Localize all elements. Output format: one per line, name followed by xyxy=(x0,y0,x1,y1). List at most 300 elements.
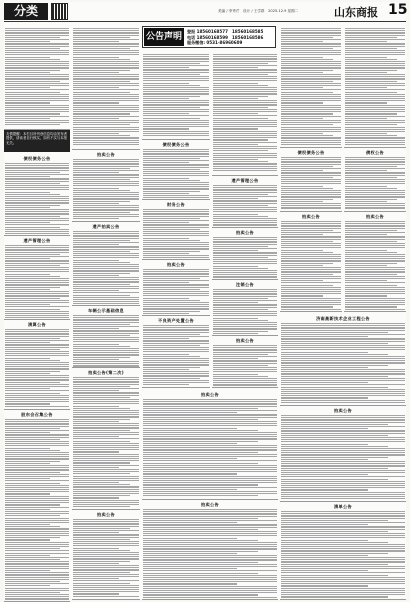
text-line xyxy=(73,493,139,494)
text-line xyxy=(73,408,130,409)
page-number: 15 xyxy=(388,2,408,18)
text-line xyxy=(281,367,368,368)
text-line xyxy=(345,196,405,197)
text-line xyxy=(213,255,277,256)
text-line xyxy=(73,111,139,112)
text-line xyxy=(5,535,69,536)
text-line xyxy=(5,280,69,281)
text-line xyxy=(73,414,139,415)
text-line xyxy=(213,102,277,103)
notice xyxy=(212,176,278,228)
text-line xyxy=(281,41,323,42)
text-line xyxy=(5,39,69,40)
text-line xyxy=(73,207,139,208)
text-line xyxy=(281,338,405,339)
text-line xyxy=(213,376,268,377)
text-line xyxy=(213,257,268,258)
text-line xyxy=(281,274,333,275)
text-line xyxy=(281,371,405,372)
notice-title: 清算公告 xyxy=(28,322,46,327)
text-line xyxy=(5,563,69,564)
text-line xyxy=(213,252,277,253)
text-line xyxy=(143,369,189,370)
text-line xyxy=(73,495,130,496)
text-line xyxy=(5,537,60,538)
text-line xyxy=(281,94,341,95)
notice-title: 拍卖公告 xyxy=(334,408,352,413)
text-line xyxy=(281,32,341,33)
text-line xyxy=(281,345,405,346)
text-line xyxy=(5,500,69,501)
text-line xyxy=(143,458,237,459)
notice-title: 拍卖公告 xyxy=(97,152,115,157)
text-line xyxy=(5,362,69,363)
text-line xyxy=(143,109,209,110)
text-line xyxy=(213,194,268,195)
text-line xyxy=(281,72,323,73)
text-line xyxy=(73,192,139,193)
text-line xyxy=(281,243,341,244)
text-line xyxy=(143,581,277,582)
text-line xyxy=(5,487,69,488)
text-line xyxy=(143,327,209,328)
text-line xyxy=(281,109,341,110)
text-line xyxy=(5,278,69,279)
text-line xyxy=(5,368,69,369)
text-line xyxy=(73,268,139,269)
text-line xyxy=(213,347,277,348)
text-line xyxy=(5,83,69,84)
masthead xyxy=(4,2,406,22)
text-line xyxy=(5,50,69,51)
text-line xyxy=(143,209,209,210)
text-line xyxy=(213,142,277,143)
text-line xyxy=(213,85,268,86)
text-line xyxy=(281,271,341,272)
text-line xyxy=(281,137,341,138)
text-line xyxy=(143,419,258,420)
text-line xyxy=(281,199,333,200)
text-line xyxy=(5,491,69,492)
text-line xyxy=(5,542,69,543)
text-line xyxy=(73,449,139,450)
notice xyxy=(4,236,70,320)
text-line xyxy=(143,557,277,558)
text-line xyxy=(281,120,341,121)
text-line xyxy=(143,562,258,563)
text-line xyxy=(73,137,139,138)
notice-title: 注销公告 xyxy=(236,282,254,287)
text-line xyxy=(5,118,50,119)
text-line xyxy=(5,198,69,199)
text-line xyxy=(73,81,130,82)
text-line xyxy=(213,276,277,277)
text-line xyxy=(281,389,405,390)
text-line xyxy=(73,596,139,597)
text-line xyxy=(345,37,397,38)
text-line xyxy=(213,83,258,84)
text-line xyxy=(143,149,209,150)
text-line xyxy=(73,286,139,287)
text-line xyxy=(73,583,130,584)
text-line xyxy=(345,52,405,53)
text-line xyxy=(213,196,277,197)
text-line xyxy=(5,249,69,250)
text-line xyxy=(5,401,69,402)
text-line xyxy=(73,172,119,173)
text-line xyxy=(5,231,69,232)
text-line xyxy=(345,309,405,310)
text-line xyxy=(143,253,189,254)
text-line xyxy=(5,94,69,95)
text-line xyxy=(143,340,209,341)
text-line xyxy=(345,85,405,86)
text-line xyxy=(5,216,60,217)
text-line xyxy=(73,381,139,382)
text-line xyxy=(281,247,341,248)
text-line xyxy=(213,63,268,64)
text-line xyxy=(73,478,139,479)
text-line xyxy=(5,293,69,294)
text-line xyxy=(73,526,139,527)
text-line xyxy=(281,452,405,453)
text-line xyxy=(73,591,139,592)
text-line xyxy=(5,111,69,112)
text-line xyxy=(345,250,387,251)
text-line xyxy=(73,443,139,444)
text-line xyxy=(73,427,139,428)
text-line xyxy=(73,333,139,334)
text-line xyxy=(143,58,209,59)
text-line xyxy=(143,347,209,348)
text-line xyxy=(5,493,50,494)
text-line xyxy=(5,87,50,88)
text-line xyxy=(73,359,119,360)
text-line xyxy=(345,203,405,204)
text-line xyxy=(143,276,209,277)
text-line xyxy=(213,74,268,75)
text-line xyxy=(143,454,277,455)
text-line xyxy=(73,432,139,433)
text-line xyxy=(143,188,209,189)
text-line xyxy=(345,98,405,99)
text-line xyxy=(73,569,139,570)
text-line xyxy=(73,484,130,485)
text-line xyxy=(73,348,139,349)
text-line xyxy=(73,251,130,252)
text-line xyxy=(5,423,69,424)
notice xyxy=(72,510,140,600)
text-line xyxy=(73,447,139,448)
text-line xyxy=(281,376,388,377)
text-line xyxy=(281,498,405,499)
text-line xyxy=(281,67,341,68)
text-line xyxy=(213,157,277,158)
text-line xyxy=(213,209,277,210)
text-line xyxy=(281,107,341,108)
text-line xyxy=(73,528,130,529)
text-line xyxy=(281,365,388,366)
text-line xyxy=(73,563,119,564)
text-line xyxy=(73,89,139,90)
text-line xyxy=(143,158,200,159)
text-line xyxy=(345,207,405,208)
notice-title: 遗产拍卖公告 xyxy=(92,224,120,229)
text-line xyxy=(73,419,130,420)
text-line xyxy=(5,522,69,523)
text-line xyxy=(5,269,69,270)
text-line xyxy=(5,59,60,60)
text-line xyxy=(5,375,69,376)
text-line xyxy=(143,231,209,232)
text-line xyxy=(73,412,139,413)
text-line xyxy=(73,76,139,77)
text-line xyxy=(213,246,268,247)
text-line xyxy=(5,566,69,567)
notice-title: 债权债务公告 xyxy=(162,142,190,147)
text-line xyxy=(281,50,341,51)
text-line xyxy=(5,65,69,66)
text-line xyxy=(281,327,405,328)
text-line xyxy=(281,59,333,60)
notice-title: 拍卖公告 xyxy=(236,230,254,235)
text-line xyxy=(213,80,277,81)
notice-title: 拍卖公告 xyxy=(366,214,384,219)
text-line xyxy=(281,522,405,523)
text-line xyxy=(213,150,268,151)
text-line xyxy=(143,559,277,560)
text-line xyxy=(73,218,119,219)
text-line xyxy=(73,539,130,540)
text-line xyxy=(5,218,69,219)
text-line xyxy=(281,260,341,261)
text-line xyxy=(213,268,268,269)
text-line xyxy=(5,458,69,459)
text-line xyxy=(281,177,333,178)
text-line xyxy=(5,116,69,117)
text-line xyxy=(5,54,69,55)
text-line xyxy=(143,304,209,305)
text-line xyxy=(143,156,209,157)
text-line xyxy=(73,593,119,594)
text-line xyxy=(143,583,237,584)
text-line xyxy=(143,590,277,591)
text-line xyxy=(143,436,277,437)
text-line xyxy=(281,37,333,38)
text-line xyxy=(281,57,323,58)
notice-title: 拍卖公告 xyxy=(201,502,219,507)
text-line xyxy=(143,445,277,446)
text-line xyxy=(281,588,405,589)
text-line xyxy=(73,548,119,549)
text-line xyxy=(345,164,405,165)
text-line xyxy=(143,164,209,165)
notice-title: 遗产管理公告 xyxy=(23,238,51,243)
text-line xyxy=(281,511,405,512)
text-line xyxy=(73,532,119,533)
text-line xyxy=(73,131,139,132)
text-line xyxy=(143,100,209,101)
text-line xyxy=(345,92,397,93)
text-line xyxy=(143,542,277,543)
text-line xyxy=(5,329,69,330)
text-line xyxy=(5,258,50,259)
text-line xyxy=(281,494,405,495)
text-line xyxy=(281,489,368,490)
text-line xyxy=(5,185,69,186)
text-line xyxy=(143,171,209,172)
text-line xyxy=(73,273,130,274)
text-line xyxy=(345,83,405,84)
text-line xyxy=(213,360,277,361)
text-line xyxy=(345,256,405,257)
text-line xyxy=(281,325,405,326)
text-line xyxy=(5,202,69,203)
text-line xyxy=(143,441,258,442)
text-line xyxy=(73,140,139,141)
text-line xyxy=(281,276,341,277)
text-line xyxy=(73,266,139,267)
text-line xyxy=(143,104,209,105)
text-line xyxy=(73,59,130,60)
text-line xyxy=(143,298,189,299)
text-line xyxy=(5,252,69,253)
text-line xyxy=(281,89,341,90)
text-line xyxy=(5,306,69,307)
text-line xyxy=(5,85,69,86)
notice-title: 财务公告 xyxy=(167,202,185,207)
text-line xyxy=(73,469,139,470)
text-line xyxy=(281,561,405,562)
text-line xyxy=(73,94,139,95)
text-line xyxy=(143,399,277,400)
text-line xyxy=(281,448,405,449)
notice xyxy=(4,26,70,130)
text-line xyxy=(5,598,69,599)
text-line xyxy=(345,102,387,103)
text-line xyxy=(143,289,200,290)
text-line xyxy=(281,92,333,93)
text-line xyxy=(281,426,405,427)
text-line xyxy=(281,116,341,117)
text-line xyxy=(345,241,397,242)
text-line xyxy=(213,205,268,206)
notice xyxy=(142,500,278,600)
text-line xyxy=(143,246,209,247)
text-line xyxy=(213,289,277,290)
text-line xyxy=(143,489,237,490)
text-line xyxy=(73,587,139,588)
text-line xyxy=(213,307,277,308)
text-line xyxy=(143,456,277,457)
text-line xyxy=(5,461,60,462)
text-line xyxy=(143,579,277,580)
text-line xyxy=(345,300,405,301)
text-line xyxy=(73,421,119,422)
text-line xyxy=(5,485,69,486)
text-line xyxy=(5,336,69,337)
text-line xyxy=(213,298,268,299)
text-line xyxy=(143,175,209,176)
text-line xyxy=(143,349,209,350)
text-line xyxy=(213,216,268,217)
text-line xyxy=(5,37,60,38)
text-line xyxy=(143,65,209,66)
text-line xyxy=(73,471,139,472)
text-line xyxy=(143,91,209,92)
text-line xyxy=(143,216,209,217)
text-line xyxy=(73,50,139,51)
text-line xyxy=(281,159,341,160)
text-line xyxy=(281,358,405,359)
text-line xyxy=(5,504,60,505)
column-1 xyxy=(4,26,70,598)
text-line xyxy=(345,179,405,180)
text-line xyxy=(345,30,405,31)
text-line xyxy=(281,46,341,47)
text-line xyxy=(143,351,209,352)
text-line xyxy=(345,181,405,182)
text-line xyxy=(281,430,405,431)
notice xyxy=(280,406,406,502)
text-line xyxy=(213,263,277,264)
text-line xyxy=(73,78,139,79)
text-line xyxy=(143,61,209,62)
notice-title: 拍卖公告 xyxy=(167,262,185,267)
text-line xyxy=(281,157,341,158)
text-line xyxy=(5,98,69,99)
text-line xyxy=(5,52,69,53)
text-line xyxy=(143,414,277,415)
text-line xyxy=(73,129,139,130)
text-line xyxy=(281,424,388,425)
text-line xyxy=(345,65,405,66)
text-line xyxy=(281,415,405,416)
text-line xyxy=(213,380,277,381)
text-line xyxy=(73,233,139,234)
text-line xyxy=(213,222,277,223)
text-line xyxy=(143,313,189,314)
text-line xyxy=(5,399,69,400)
text-line xyxy=(73,410,139,411)
text-line xyxy=(281,205,341,206)
text-line xyxy=(5,467,69,468)
text-line xyxy=(143,401,277,402)
text-line xyxy=(73,545,139,546)
text-line xyxy=(281,384,405,385)
column-2 xyxy=(72,26,140,598)
text-line xyxy=(345,243,405,244)
notice xyxy=(142,200,210,260)
text-line xyxy=(73,574,139,575)
text-line xyxy=(143,69,209,70)
text-line xyxy=(213,155,277,156)
ad-box xyxy=(142,26,276,48)
text-line xyxy=(73,246,139,247)
text-line xyxy=(143,410,277,411)
text-line xyxy=(281,575,388,576)
text-line xyxy=(281,225,341,226)
text-line xyxy=(143,358,209,359)
text-line xyxy=(143,269,209,270)
text-line xyxy=(5,561,69,562)
text-line xyxy=(143,329,209,330)
text-line xyxy=(143,425,277,426)
text-line xyxy=(143,360,209,361)
text-line xyxy=(281,476,405,477)
text-line xyxy=(73,231,139,232)
text-line xyxy=(281,124,333,125)
